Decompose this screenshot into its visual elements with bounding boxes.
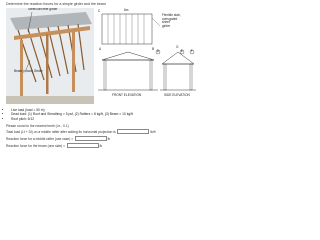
- label-beam-d: D: [156, 49, 160, 54]
- answer-row-beam-reaction: [6, 143, 102, 148]
- structure-photo: [6, 8, 94, 104]
- label-c: C: [98, 9, 101, 13]
- beam-annotation: Beam (wood) Girder: [14, 69, 43, 73]
- beam-reaction-input[interactable]: [67, 143, 99, 149]
- beam-reaction-unit: lb: [99, 143, 103, 148]
- givens-list: [8, 108, 133, 121]
- given-live-load: • Live load (load = 50 m): [11, 108, 133, 112]
- beam-reaction-label: Reaction force for the beam (one side) =: [6, 143, 66, 148]
- label-flexible-slab: Flexible slab, corrugated sheet girder: [162, 13, 181, 28]
- total-load-unit: lb/ft: [150, 129, 156, 134]
- rafter-reaction-unit: lb: [107, 136, 111, 141]
- question-title: Determine the reaction forces for a simple girder and the beam: [6, 2, 106, 6]
- label-beam-e: E: [180, 49, 183, 54]
- total-load-input[interactable]: [117, 129, 149, 135]
- label-girder-b: B: [152, 47, 155, 51]
- rafter-reaction-label: Reaction force for a middle rafter (use case) =: [6, 136, 74, 141]
- total-load-label: Total load (Lt + Dl) on a middle rafter after adding its horizontal projection is: [6, 129, 116, 134]
- label-side-elevation: SIDE ELEVATION: [164, 93, 190, 97]
- rounding-instruction: Please round to the nearest tenth (i.e., 0.1): [6, 124, 69, 128]
- rafter-reaction-input[interactable]: [75, 136, 107, 142]
- answer-row-rafter-reaction: [6, 136, 110, 141]
- label-girder-a: A: [99, 47, 102, 51]
- label-beam-f: F: [190, 49, 193, 54]
- label-front-elevation: FRONT ELEVATION: [112, 93, 142, 97]
- given-dead-load: • Dead load: (1) Roof and Sheathing = 5 psf, (2) Rafters = 8 kg/ft, (3) Beam = 10 kg/ft: [11, 112, 133, 116]
- label-top-span: 6m: [124, 8, 129, 12]
- diagram-drawing: [98, 8, 198, 104]
- elevation-diagrams: [98, 8, 198, 104]
- label-point-g: G: [176, 45, 179, 49]
- photo-illustration: [6, 8, 94, 104]
- girder-annotation: Steel/concrete girder: [28, 8, 58, 11]
- given-roof-pitch: • Roof pitch: 5/12: [11, 117, 133, 121]
- answer-row-total-load: [6, 129, 156, 134]
